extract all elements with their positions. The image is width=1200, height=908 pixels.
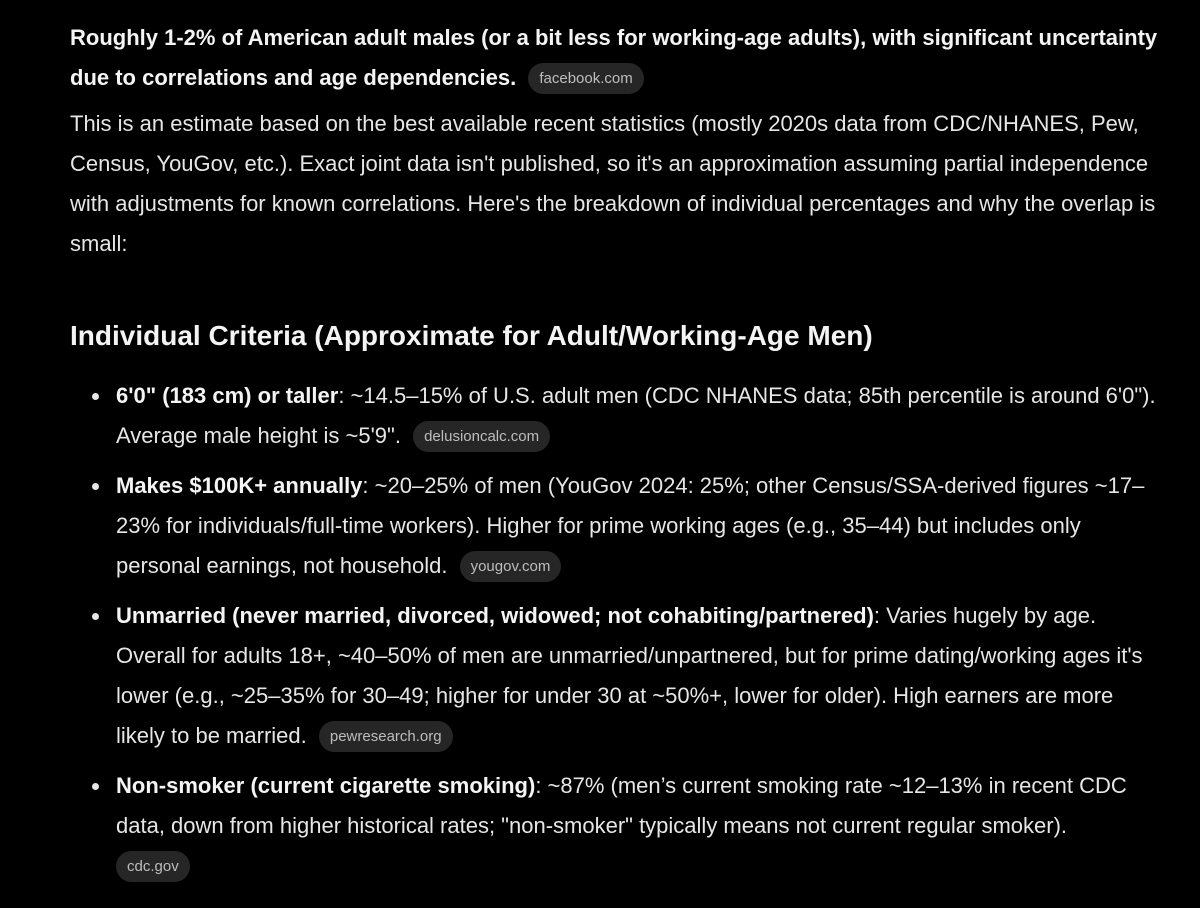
criterion-text: : ~87% (men’s current smoking rate ~12–13% in recent CDC data, down from higher historical rates; "non-smoker" typically means not current regular smoker). xyxy=(116,773,1127,838)
criterion-text: : Varies hugely by age. Overall for adults 18+, ~40–50% of men are unmarried/unpartnered, but for prime dating/working ages it's lower (e.g., ~25–35% for 30–49; higher for under 30 at ~50%+, lower for older). High earners are more likely to be married. xyxy=(116,603,1143,748)
criterion-label: 6'0" (183 cm) or taller xyxy=(116,383,339,408)
list-item-income xyxy=(70,466,1160,586)
bullet-icon xyxy=(92,483,99,490)
answer-text: Roughly 1-2% of American adult males (or a bit less for working-age adults), with significant uncertainty due to correlations and age dependencies. xyxy=(70,25,1158,90)
criterion-label: Unmarried (never married, divorced, widowed; not cohabiting/partnered) xyxy=(116,603,874,628)
source-chip-cdc[interactable]: cdc.gov xyxy=(116,851,190,882)
intro-paragraph: This is an estimate based on the best available recent statistics (mostly 2020s data from CDC/NHANES, Pew, Census, YouGov, etc.). Exact joint data isn't published, so it's an approximation assuming partial independence with adjustments for known correlations. Here's the breakdown of individual percentages and why the overlap is small: xyxy=(70,111,1156,256)
source-chip-yougov[interactable]: yougov.com xyxy=(460,551,562,582)
bullet-icon xyxy=(92,783,99,790)
source-chip-delusioncalc[interactable]: delusioncalc.com xyxy=(413,421,550,452)
list-item-height xyxy=(70,376,1160,456)
source-chip-pewresearch[interactable]: pewresearch.org xyxy=(319,721,453,752)
source-chip-facebook[interactable]: facebook.com xyxy=(528,63,643,94)
criterion-text: : ~20–25% of men (YouGov 2024: 25%; other Census/SSA-derived figures ~17–23% for individuals/full-time workers). Higher for prime working ages (e.g., 35–44) but includes only personal earnings, not household. xyxy=(116,473,1145,578)
criteria-list xyxy=(70,376,1160,886)
criterion-label: Non-smoker (current cigarette smoking) xyxy=(116,773,536,798)
bullet-icon xyxy=(92,393,99,400)
response-content xyxy=(70,18,1160,896)
list-item-unmarried xyxy=(70,596,1160,756)
bullet-icon xyxy=(92,613,99,620)
criterion-label: Makes $100K+ annually xyxy=(116,473,363,498)
list-item-non-smoker xyxy=(70,766,1160,886)
criterion-text: : ~14.5–15% of U.S. adult men (CDC NHANES data; 85th percentile is around 6'0"). Average male height is ~5'9". xyxy=(116,383,1156,448)
section-heading: Individual Criteria (Approximate for Adult/Working-Age Men) xyxy=(70,320,873,351)
answer-summary xyxy=(70,18,1160,98)
